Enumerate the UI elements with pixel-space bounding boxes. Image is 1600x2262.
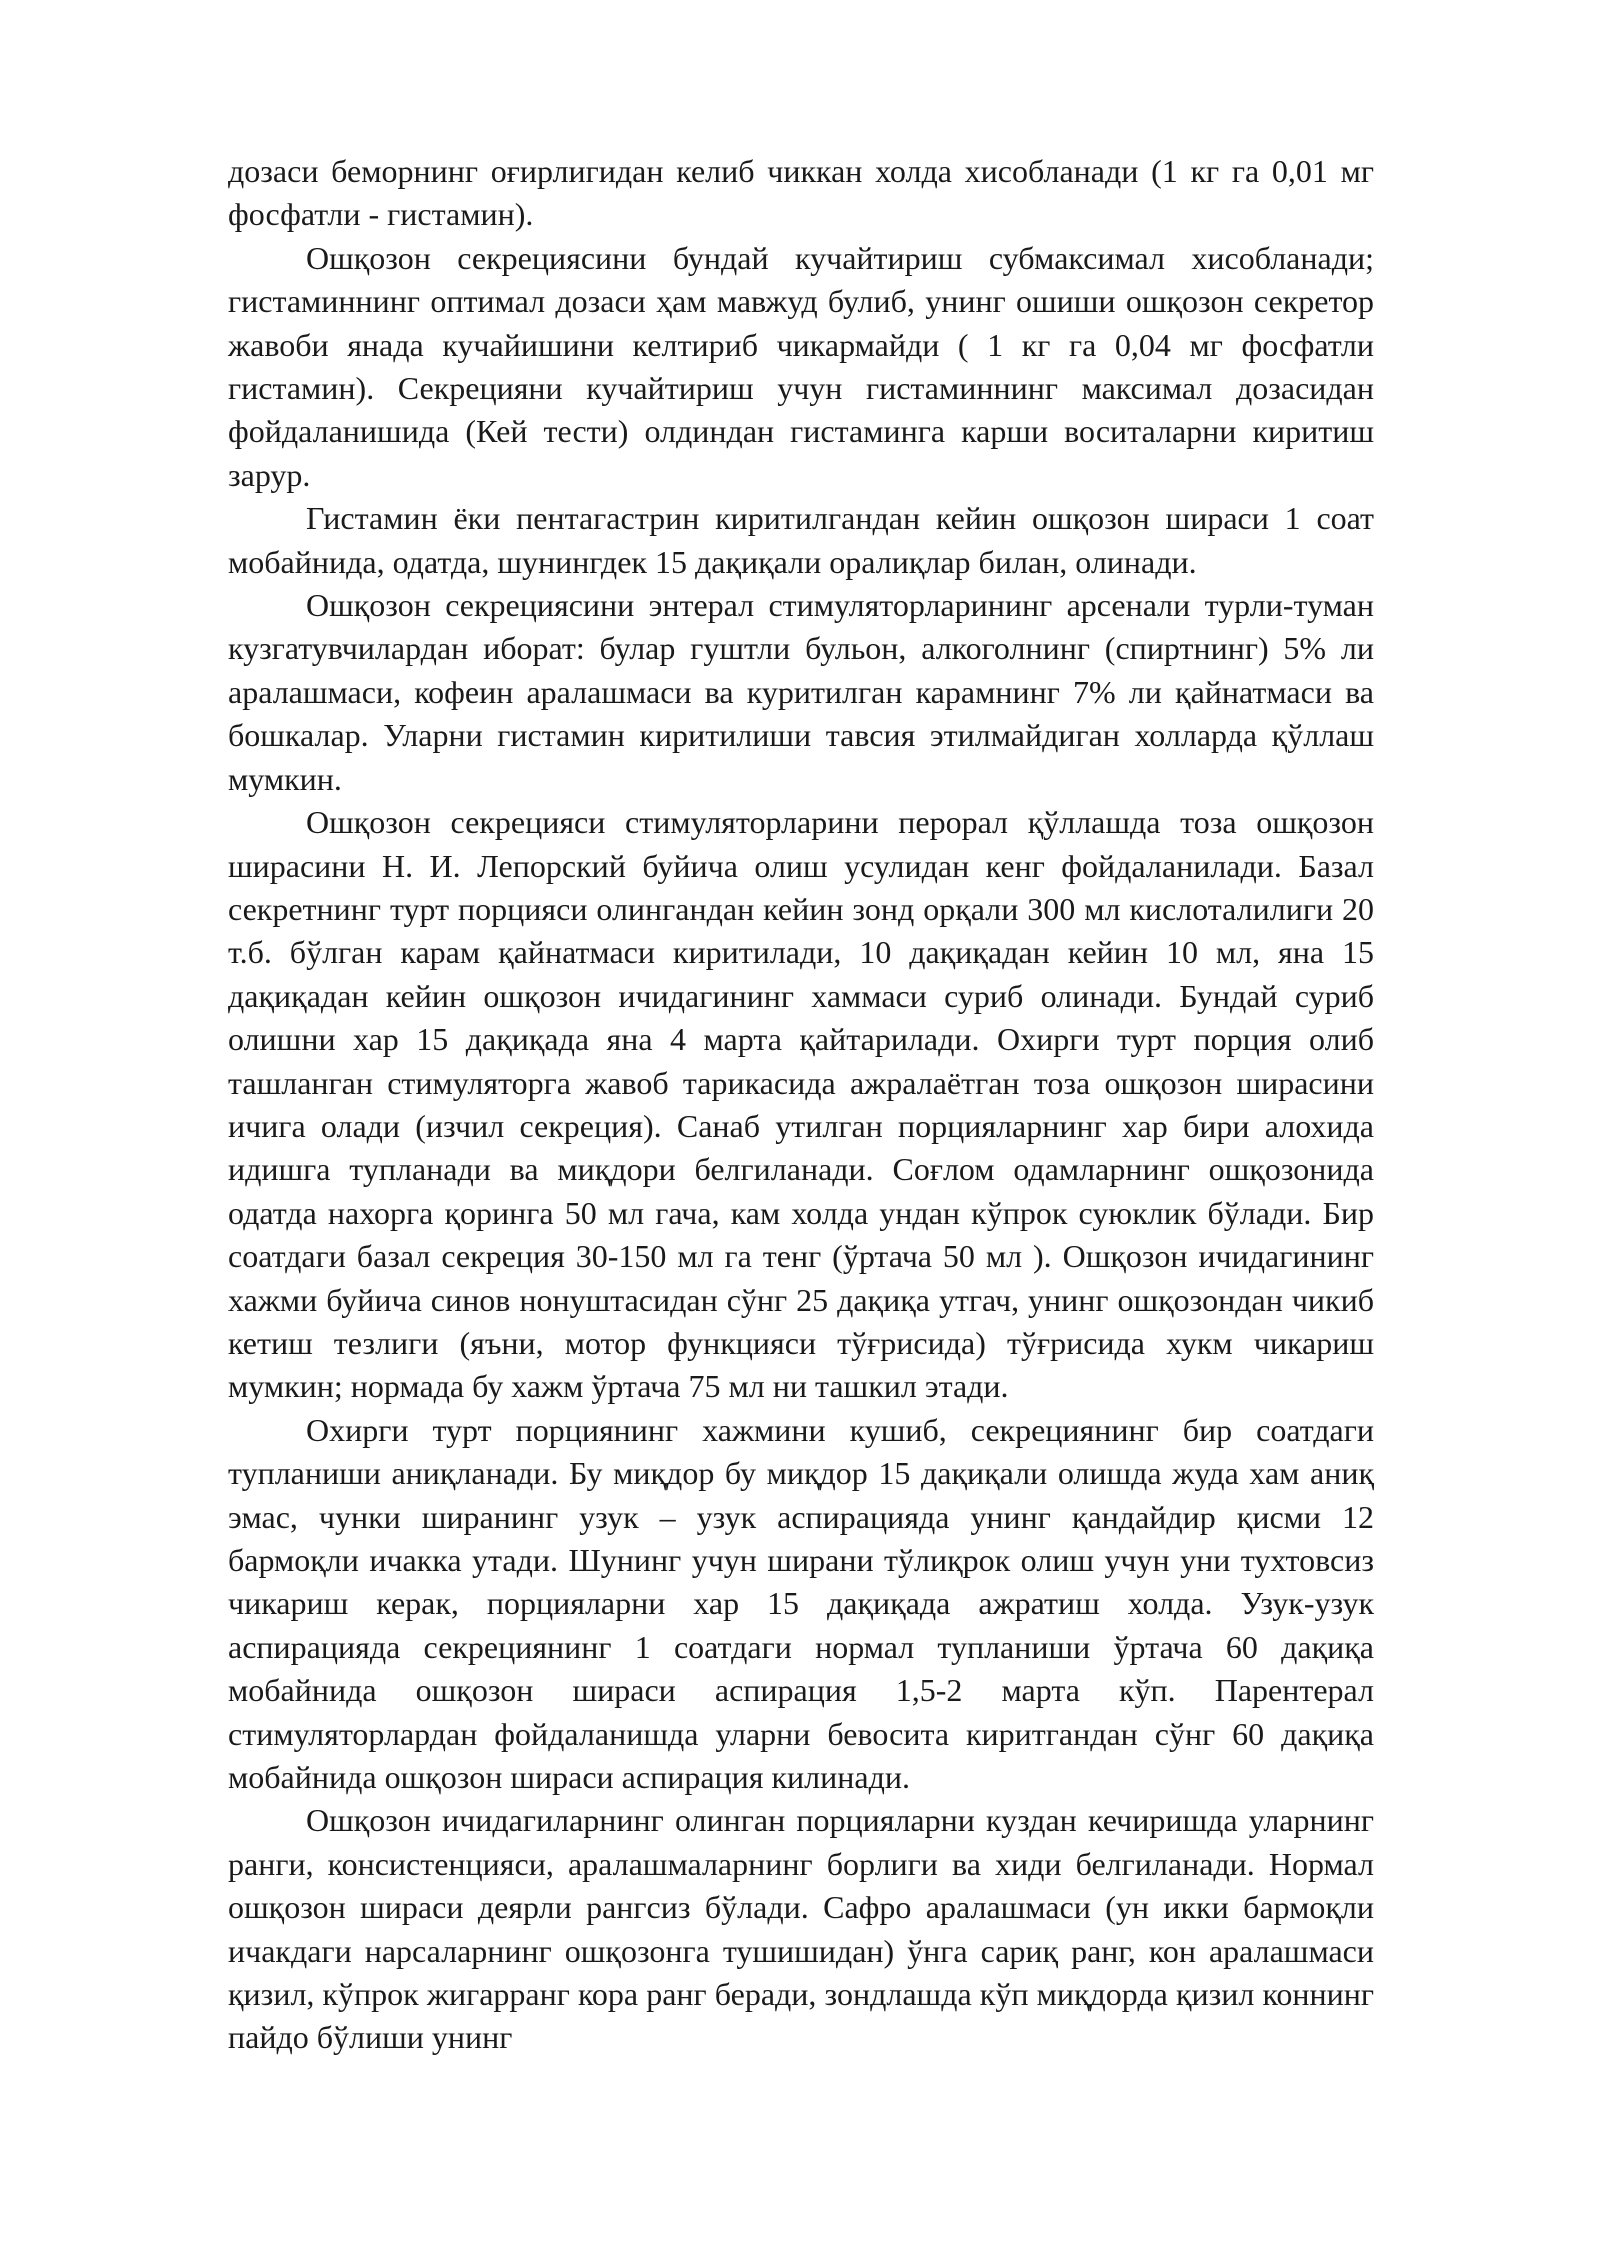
paragraph-enteral-stimulators: Ошқозон секрециясини энтерал стимуляторларининг арсенали турли-туман кузгатувчилардан иборат: булар гуштли бульон, алкоголнинг (спиртнинг) 5% ли аралашмаси, кофеин аралашмаси ва куритилган карамнинг 7% ли қайнатмаси ва бошкалар. Уларни гистамин киритилиши тавсия этилмайдиган холларда қўллаш мумкин. [228, 587, 1374, 797]
paragraph-continuation: дозаси беморнинг оғирлигидан келиб чиккан холда хисобланади (1 кг га 0,01 мг фосфатли - гистамин). [228, 153, 1374, 233]
document-page [228, 150, 1374, 2060]
paragraph-histamine-pentagastrin: Гистамин ёки пентагастрин киритилгандан кейин ошқозон шираси 1 соат мобайнида, одатда, шунингдек 15 дақиқали оралиқлар билан, олинади. [228, 500, 1374, 580]
paragraph-portion-inspection: Ошқозон ичидагиларнинг олинган порцияларни куздан кечиришда уларнинг ранги, консистенцияси, аралашмаларнинг борлиги ва хиди белгиланади. Нормал ошқозон шираси деярли рангсиз бўлади. Сафро аралашмаси (ун икки бармоқли ичакдаги нарсаларнинг ошқозонга тушишидан) ўнга сариқ ранг, кон аралашмаси қизил, кўпрок жигарранг кора ранг беради, зондлашда кўп миқдорда қизил коннинг пайдо бўлиши унинг [228, 1802, 1374, 2056]
paragraph-hourly-accumulation: Охирги турт порциянинг хажмини кушиб, секрециянинг бир соатдаги тупланиши аниқланади. Бу миқдор бу миқдор 15 дақиқали олишда жуда хам аниқ эмас, чунки ширанинг узук – узук аспирацияда унинг қандайдир қисми 12 бармоқли ичакка утади. Шунинг учун ширани тўлиқрок олиш учун уни тухтовсиз чикариш керак, порцияларни хар 15 дақиқада ажратиш холда. Узук-узук аспирацияда секрециянинг 1 соатдаги нормал тупланиши ўртача 60 дақиқа мобайнида ошқозон шираси аспирация 1,5-2 марта кўп. Парентерал стимуляторлардан фойдаланишда уларни бевосита киритгандан сўнг 60 дақиқа мобайнида ошқозон шираси аспирация килинади. [228, 1411, 1374, 1796]
paragraph-submaximal-stimulation: Ошқозон секрециясини бундай кучайтириш субмаксимал хисобланади; гистаминнинг оптимал дозаси ҳам мавжуд булиб, унинг ошиши ошқозон секретор жавоби янада кучайишини келтириб чикармайди ( 1 кг га 0,04 мг фосфатли гистамин). Секрецияни кучайтириш учун гистаминнинг максимал дозасидан фойдаланишида (Кей тести) олдиндан гистаминга карши воситаларни киритиш зарур. [228, 239, 1374, 493]
paragraph-leporsky-method: Ошқозон секрецияси стимуляторларини перорал қўллашда тоза ошқозон ширасини Н. И. Лепорский буйича олиш усулидан кенг фойдаланилади. Базал секретнинг турт порцияси олингандан кейин зонд орқали 300 мл кислоталилиги 20 т.б. бўлган карам қайнатмаси киритилади, 10 дақиқадан кейин 10 мл, яна 15 дақиқадан кейин ошқозон ичидагининг хаммаси суриб олинади. Бундай суриб олишни хар 15 дақиқада яна 4 марта қайтарилади. Охирги турт порция олиб ташланган стимуляторга жавоб тарикасида ажралаётган тоза ошқозон ширасини ичига олади (изчил секреция). Санаб утилган порцияларнинг хар бири алохида идишга тупланади ва миқдори белгиланади. Соғлом одамларнинг ошқозонида одатда нахорга қоринга 50 мл гача, кам холда ундан кўпрок суюклик бўлади. Бир соатдаги базал секреция 30-150 мл га тенг (ўртача 50 мл ). Ошқозон ичидагининг хажми буйича синов нонуштасидан сўнг 25 дақиқа утгач, унинг ошқозондан чикиб кетиш тезлиги (яъни, мотор функцияси тўғрисида) тўғрисида хукм чикариш мумкин; нормада бу хажм ўртача 75 мл ни ташкил этади. [228, 804, 1374, 1405]
